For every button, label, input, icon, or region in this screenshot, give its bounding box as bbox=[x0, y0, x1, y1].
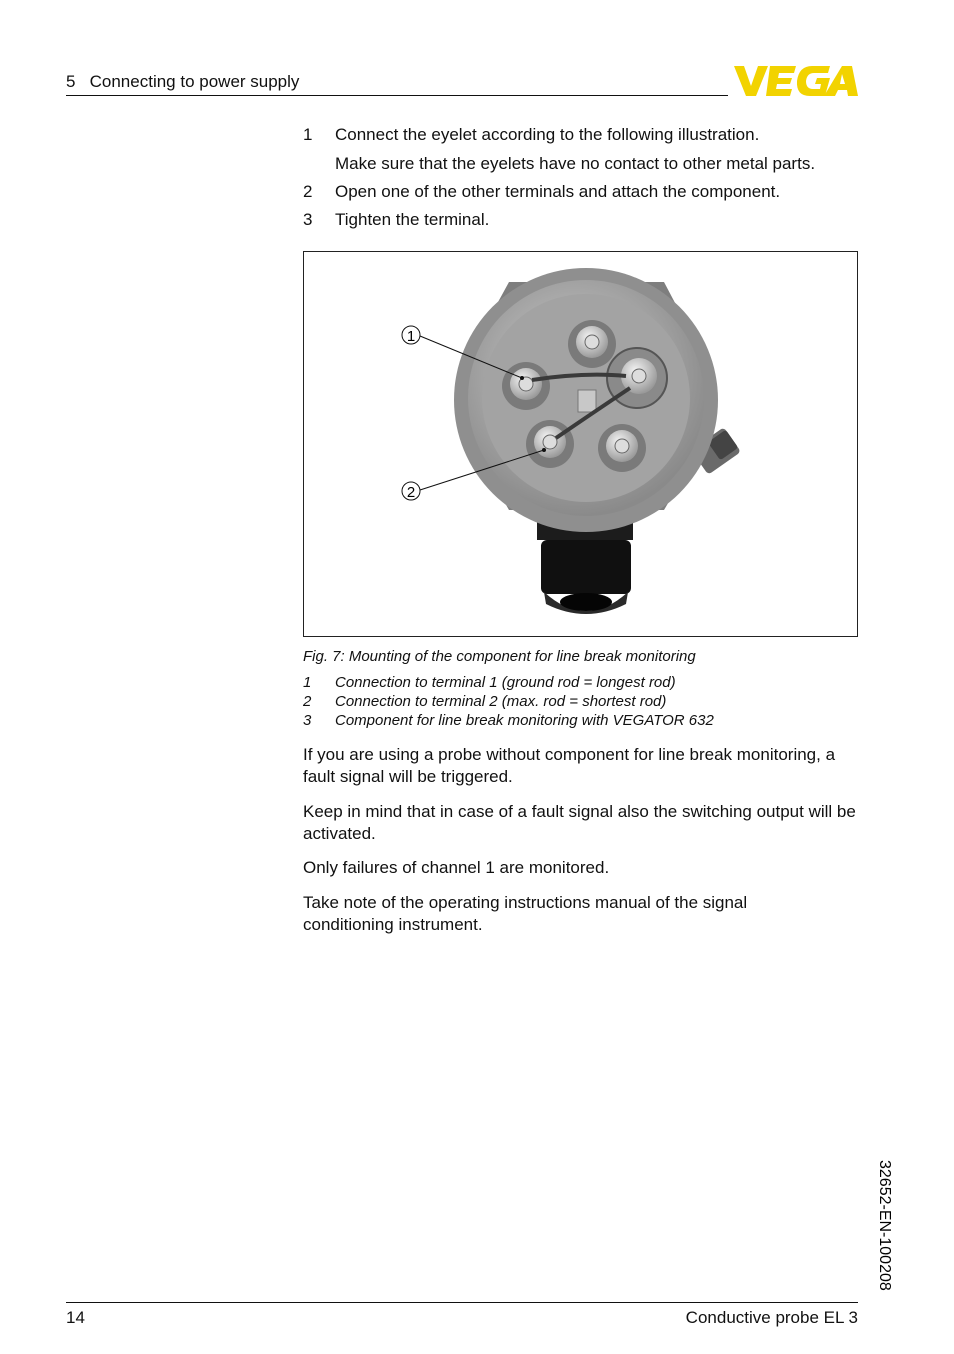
footer-rule bbox=[66, 1302, 858, 1303]
header-rule bbox=[66, 95, 728, 96]
terminal-housing-drawing bbox=[304, 252, 857, 636]
callout-1: 1 bbox=[406, 328, 416, 345]
legend-number: 2 bbox=[303, 693, 312, 710]
step-text: Make sure that the eyelets have no contact to other metal parts. bbox=[335, 154, 816, 173]
legend-text: Connection to terminal 2 (max. rod = shortest rod) bbox=[335, 693, 667, 710]
step-number: 2 bbox=[303, 182, 313, 201]
step-text: Open one of the other terminals and attach the component. bbox=[335, 182, 781, 201]
terminal-bottom-right bbox=[598, 424, 646, 472]
vega-logo bbox=[734, 64, 858, 98]
paragraph-fault-signal: If you are using a probe without component for line break monitoring, a fault signal will be triggered. bbox=[303, 745, 836, 786]
legend-number: 3 bbox=[303, 712, 312, 729]
paragraph-switching-output: Keep in mind that in case of a fault signal also the switching output will be activated. bbox=[303, 802, 856, 843]
paragraph-instructions: Take note of the operating instructions manual of the signal conditioning instrument. bbox=[303, 893, 748, 934]
step-text: Connect the eyelet according to the following illustration. bbox=[335, 125, 760, 144]
terminal-top bbox=[568, 320, 616, 368]
legend-text: Component for line break monitoring with VEGATOR 632 bbox=[335, 712, 714, 729]
figure-caption: Fig. 7: Mounting of the component for line break monitoring bbox=[303, 648, 696, 665]
page-number: 14 bbox=[66, 1308, 85, 1327]
product-name: Conductive probe EL 3 bbox=[685, 1308, 858, 1327]
figure-illustration bbox=[303, 251, 858, 637]
terminal-2 bbox=[526, 420, 574, 468]
paragraph-channel-monitoring: Only failures of channel 1 are monitored. bbox=[303, 858, 610, 877]
step-text: Tighten the terminal. bbox=[335, 210, 490, 229]
legend-number: 1 bbox=[303, 674, 312, 691]
callout-2: 2 bbox=[406, 484, 416, 501]
step-number: 1 bbox=[303, 125, 313, 144]
section-title: 5 Connecting to power supply bbox=[66, 72, 300, 91]
terminal-1 bbox=[502, 362, 550, 410]
legend-text: Connection to terminal 1 (ground rod = longest rod) bbox=[335, 674, 676, 691]
document-code-text: 32652-EN-100208 bbox=[876, 1160, 893, 1291]
document-code bbox=[870, 1160, 900, 1310]
step-number: 3 bbox=[303, 210, 313, 229]
